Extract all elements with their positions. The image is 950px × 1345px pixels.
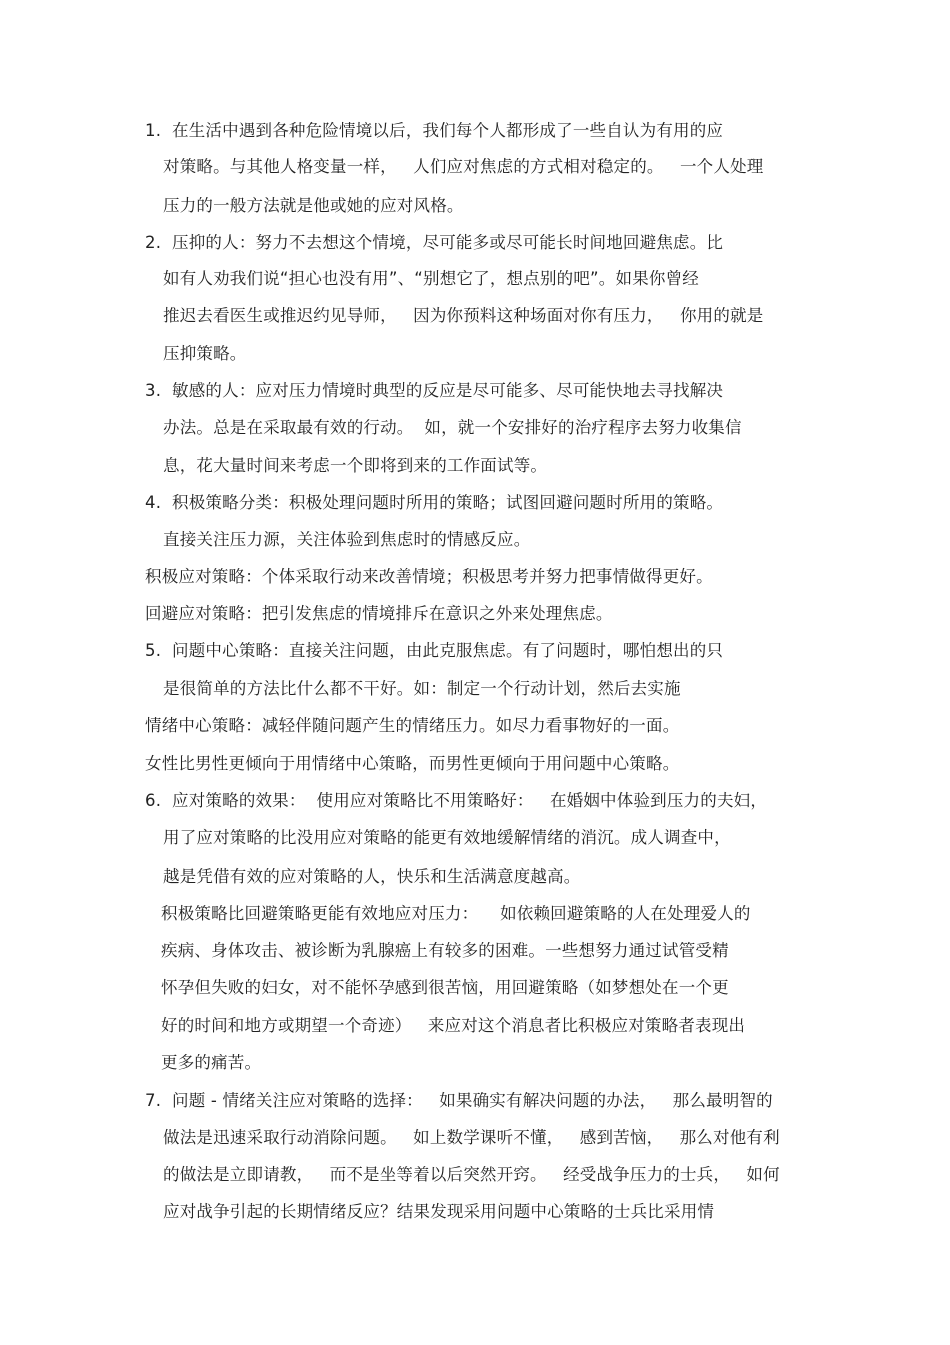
text-line: 做法是迅速采取行动消除问题。 如上数学课听不懂， 感到苦恼， 那么对他有利: [163, 1128, 780, 1147]
text-line: 对策略。与其他人格变量一样， 人们应对焦虑的方式相对稳定的。 一个人处理: [163, 157, 764, 176]
text-line: 5. 问题中心策略：直接关注问题，由此克服焦虑。有了问题时，哪怕想出的只: [145, 641, 724, 660]
text-line: 推迟去看医生或推迟约见导师， 因为你预料这种场面对你有压力， 你用的就是: [163, 306, 764, 325]
text-line: 2. 压抑的人：努力不去想这个情境，尽可能多或尽可能长时间地回避焦虑。比: [145, 233, 724, 252]
text-line: 怀孕但失败的妇女，对不能怀孕感到很苦恼，用回避策略（如梦想处在一个更: [161, 978, 729, 997]
text-line: 1. 在生活中遇到各种危险情境以后，我们每个人都形成了一些自认为有用的应: [145, 121, 724, 140]
text-line: 用了应对策略的比没用应对策略的能更有效地缓解情绪的消沉。成人调查中，: [163, 828, 731, 847]
text-line: 直接关注压力源，关注体验到焦虑时的情感反应。: [163, 530, 531, 549]
text-line: 情绪中心策略：减轻伴随问题产生的情绪压力。如尽力看事物好的一面。: [145, 716, 680, 735]
text-line: 越是凭借有效的应对策略的人，快乐和生活满意度越高。: [163, 867, 581, 886]
text-line: 压力的一般方法就是他或她的应对风格。: [163, 196, 464, 215]
text-line: 3. 敏感的人：应对压力情境时典型的反应是尽可能多、尽可能快地去寻找解决: [145, 381, 724, 400]
text-line: 女性比男性更倾向于用情绪中心策略，而男性更倾向于用问题中心策略。: [145, 754, 680, 773]
text-line: 回避应对策略：把引发焦虑的情境排斥在意识之外来处理焦虑。: [145, 604, 613, 623]
text-line: 办法。总是在采取最有效的行动。 如，就一个安排好的治疗程序去努力收集信: [163, 418, 742, 437]
text-line: 疾病、身体攻击、被诊断为乳腺癌上有较多的困难。一些想努力通过试管受精: [161, 941, 729, 960]
text-line: 好的时间和地方或期望一个奇迹） 来应对这个消息者比积极应对策略者表现出: [161, 1016, 746, 1035]
text-line: 应对战争引起的长期情绪反应？结果发现采用问题中心策略的士兵比采用情: [163, 1202, 715, 1221]
text-line: 更多的痛苦。: [161, 1053, 262, 1072]
text-line: 息，花大量时间来考虑一个即将到来的工作面试等。: [163, 456, 548, 475]
text-line: 的做法是立即请教， 而不是坐等着以后突然开窍。 经受战争压力的士兵， 如何: [163, 1165, 780, 1184]
text-line: 积极应对策略：个体采取行动来改善情境；积极思考并努力把事情做得更好。: [145, 567, 713, 586]
text-line: 压抑策略。: [163, 344, 247, 363]
text-line: 如有人劝我们说“担心也没有用”、“别想它了，想点别的吧”。如果你曾经: [163, 269, 699, 288]
text-line: 7. 问题 - 情绪关注应对策略的选择： 如果确实有解决问题的办法， 那么最明智的: [145, 1091, 773, 1110]
text-line: 4. 积极策略分类：积极处理问题时所用的策略；试图回避问题时所用的策略。: [145, 493, 724, 512]
text-line: 积极策略比回避策略更能有效地应对压力： 如依赖回避策略的人在处理爱人的: [161, 904, 751, 923]
text-line: 6. 应对策略的效果： 使用应对策略比不用策略好： 在婚姻中体验到压力的夫妇，: [145, 791, 768, 810]
text-line: 是很简单的方法比什么都不干好。如：制定一个行动计划，然后去实施: [163, 679, 681, 698]
